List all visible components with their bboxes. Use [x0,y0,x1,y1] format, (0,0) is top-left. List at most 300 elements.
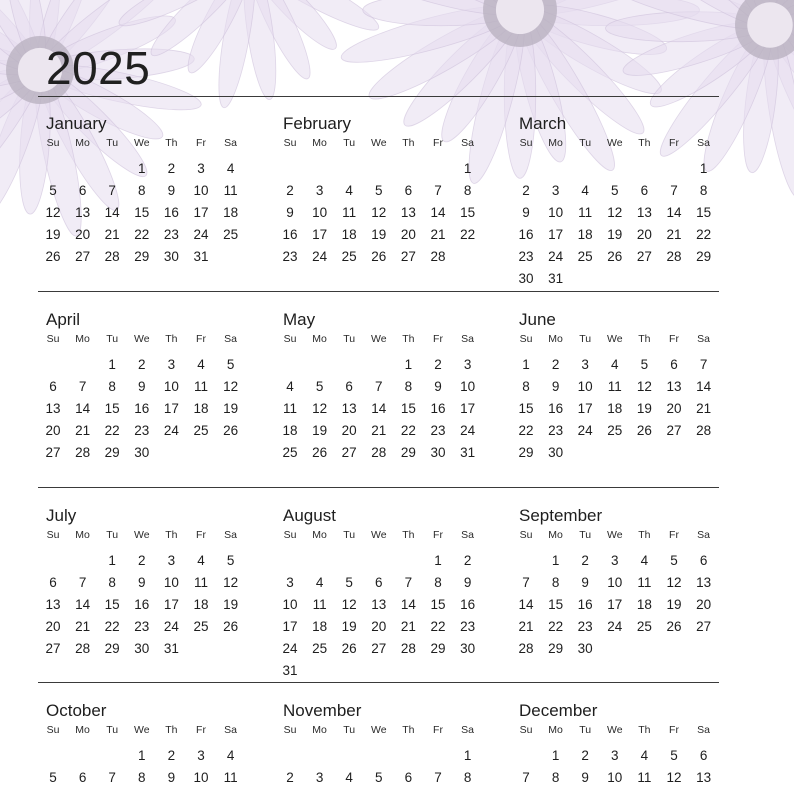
day-cell: 2 [434,357,442,372]
day-cell: 30 [577,641,593,656]
day-cell: 9 [581,770,589,785]
day-cell: 1 [404,357,413,372]
weekday-header: Su [519,724,533,736]
day-cell: 12 [312,401,328,416]
day-cell: 6 [670,357,678,372]
day-cell: 21 [104,227,120,242]
day-cell: 17 [163,597,179,612]
day-cell: 8 [699,183,708,198]
day-cell: 19 [636,401,652,416]
weekday-header: Fr [196,137,206,149]
day-cell: 7 [78,575,87,590]
weekday-header: Sa [461,724,475,736]
weekday-header: We [607,137,623,149]
day-cell: 4 [581,183,589,198]
weekday-header: Fr [433,333,443,345]
day-cell: 3 [463,357,472,372]
day-cell: 4 [286,379,294,394]
weekday-header: We [371,333,387,345]
day-cell: 4 [345,770,353,785]
weekday-header: We [371,529,387,541]
weekday-header: We [371,137,387,149]
weekday-header: Su [46,137,60,149]
day-cell: 18 [193,401,209,416]
day-cell: 8 [463,183,472,198]
day-cell: 26 [223,423,239,438]
day-cell: 4 [611,357,619,372]
day-cell: 2 [581,748,589,763]
day-cell: 30 [430,445,446,460]
weekday-header: We [607,529,623,541]
quarter-divider-2 [38,487,719,488]
weekday-header: Tu [343,137,356,149]
day-cell: 13 [696,770,712,785]
day-cell: 3 [286,575,294,590]
day-cell: 11 [223,183,238,198]
day-cell: 6 [49,575,57,590]
day-cell: 14 [666,205,682,220]
day-cell: 14 [430,205,446,220]
weekday-header: Sa [697,724,711,736]
day-cell: 29 [104,641,120,656]
weekday-header: Fr [669,333,679,345]
day-cell: 11 [193,575,208,590]
year-title: 2025 [46,42,151,94]
day-cell: 22 [518,423,534,438]
day-cell: 14 [75,597,91,612]
weekday-header: Th [402,724,415,736]
weekday-header: Fr [669,137,679,149]
day-cell: 13 [371,597,387,612]
day-cell: 27 [400,249,416,264]
day-cell: 29 [104,445,120,460]
day-cell: 21 [75,423,91,438]
day-cell: 22 [548,619,564,634]
day-cell: 12 [666,770,682,785]
day-cell: 27 [45,445,61,460]
weekday-header: Sa [697,333,711,345]
day-cell: 18 [312,619,328,634]
weekday-header: Sa [697,137,711,149]
day-cell: 20 [636,227,652,242]
day-cell: 27 [371,641,387,656]
day-cell: 21 [75,619,91,634]
weekday-header: Mo [548,529,563,541]
day-cell: 23 [518,249,534,264]
day-cell: 15 [134,205,150,220]
weekday-header: Mo [312,333,327,345]
day-cell: 1 [699,161,708,176]
day-cell: 3 [167,553,176,568]
day-cell: 10 [282,597,298,612]
day-cell: 25 [341,249,357,264]
day-cell: 20 [371,619,387,634]
day-cell: 18 [577,227,593,242]
day-cell: 6 [404,183,413,198]
day-cell: 15 [430,597,446,612]
day-cell: 9 [581,575,589,590]
day-cell: 9 [138,575,146,590]
day-cell: 31 [193,249,209,264]
weekday-header: We [607,724,623,736]
day-cell: 27 [636,249,652,264]
day-cell: 12 [341,597,357,612]
day-cell: 2 [167,748,176,763]
day-cell: 7 [108,183,116,198]
day-cell: 28 [371,445,387,460]
day-cell: 13 [696,575,712,590]
day-cell: 25 [193,619,209,634]
day-cell: 22 [104,423,120,438]
day-cell: 1 [138,161,146,176]
day-cell: 21 [371,423,387,438]
weekday-header: Sa [224,529,238,541]
weekday-header: Tu [106,333,119,345]
day-cell: 7 [670,183,678,198]
weekday-header: Tu [343,333,356,345]
day-cell: 5 [670,748,678,763]
day-cell: 28 [518,641,534,656]
day-cell: 27 [696,619,712,634]
day-cell: 3 [551,183,560,198]
day-cell: 20 [400,227,416,242]
day-cell: 24 [163,423,179,438]
weekday-header: Su [283,724,297,736]
day-cell: 1 [463,748,472,763]
month-name: December [519,701,598,720]
day-cell: 5 [640,357,649,372]
day-cell: 17 [607,597,623,612]
day-cell: 16 [282,227,298,242]
day-cell: 13 [666,379,682,394]
day-cell: 28 [104,249,120,264]
day-cell: 13 [400,205,416,220]
day-cell: 11 [637,770,652,785]
month-name: September [519,506,603,525]
day-cell: 9 [138,379,146,394]
quarter-divider-1 [38,291,719,292]
day-cell: 19 [223,597,239,612]
weekday-header: We [134,529,150,541]
weekday-header: Th [638,724,651,736]
day-cell: 24 [193,227,209,242]
day-cell: 10 [607,770,623,785]
day-cell: 24 [607,619,623,634]
weekday-header: Tu [579,137,592,149]
day-cell: 30 [548,445,564,460]
day-cell: 14 [518,597,534,612]
day-cell: 10 [548,205,564,220]
day-cell: 14 [696,379,712,394]
day-cell: 6 [699,748,708,763]
weekday-header: Th [638,333,651,345]
day-cell: 8 [404,379,413,394]
day-cell: 5 [375,770,383,785]
day-cell: 11 [312,597,327,612]
day-cell: 26 [45,249,61,264]
day-cell: 30 [163,249,179,264]
weekday-header: Su [283,137,297,149]
day-cell: 21 [430,227,446,242]
day-cell: 15 [400,401,416,416]
weekday-header: Mo [312,724,327,736]
month-name: January [46,114,107,133]
day-cell: 25 [193,423,209,438]
day-cell: 12 [45,205,61,220]
weekday-header: Fr [196,724,206,736]
day-cell: 30 [134,641,150,656]
day-cell: 31 [163,641,179,656]
day-cell: 4 [345,183,353,198]
day-cell: 24 [163,619,179,634]
day-cell: 3 [197,748,205,763]
day-cell: 11 [193,379,208,394]
weekday-header: Su [46,333,60,345]
day-cell: 28 [75,641,91,656]
day-cell: 1 [522,357,530,372]
day-cell: 6 [375,575,383,590]
day-cell: 10 [312,205,328,220]
day-cell: 1 [138,748,146,763]
day-cell: 11 [223,770,238,785]
day-cell: 7 [108,770,116,785]
weekday-header: Fr [669,529,679,541]
day-cell: 18 [223,205,239,220]
weekday-header: Th [402,137,415,149]
day-cell: 14 [75,401,91,416]
weekday-header: Th [165,333,178,345]
weekday-header: Tu [579,724,592,736]
day-cell: 15 [696,205,712,220]
day-cell: 14 [104,205,120,220]
day-cell: 20 [45,619,61,634]
daisy-flower-decoration [0,0,794,260]
day-cell: 11 [637,575,652,590]
day-cell: 26 [223,619,239,634]
day-cell: 4 [197,553,205,568]
day-cell: 24 [548,249,564,264]
day-cell: 15 [548,597,564,612]
day-cell: 14 [371,401,387,416]
day-cell: 7 [522,575,530,590]
day-cell: 19 [371,227,387,242]
day-cell: 2 [522,183,530,198]
day-cell: 19 [607,227,623,242]
weekday-header: Mo [548,724,563,736]
day-cell: 8 [522,379,530,394]
weekday-header: Th [165,724,178,736]
day-cell: 9 [286,205,294,220]
day-cell: 11 [342,205,357,220]
day-cell: 12 [371,205,387,220]
day-cell: 17 [282,619,298,634]
day-cell: 5 [226,553,235,568]
month-name: July [46,506,77,525]
day-cell: 15 [104,597,120,612]
day-cell: 19 [312,423,328,438]
day-cell: 1 [434,553,442,568]
day-cell: 12 [223,575,239,590]
day-cell: 26 [371,249,387,264]
day-cell: 17 [548,227,564,242]
day-cell: 8 [138,770,146,785]
weekday-header: Tu [106,137,119,149]
day-cell: 27 [666,423,682,438]
weekday-header: Su [46,529,60,541]
day-cell: 8 [551,770,560,785]
day-cell: 13 [45,597,61,612]
day-cell: 26 [341,641,357,656]
day-cell: 26 [636,423,652,438]
weekday-header: Mo [75,529,90,541]
day-cell: 23 [282,249,298,264]
day-cell: 16 [577,597,593,612]
day-cell: 26 [312,445,328,460]
month-name: October [46,701,107,720]
day-cell: 25 [282,445,298,460]
day-cell: 21 [666,227,682,242]
day-cell: 20 [696,597,712,612]
day-cell: 5 [670,553,678,568]
weekday-header: Tu [106,529,119,541]
day-cell: 27 [341,445,357,460]
day-cell: 7 [434,770,442,785]
month-name: June [519,310,556,329]
day-cell: 18 [282,423,298,438]
day-cell: 11 [607,379,622,394]
day-cell: 1 [108,357,116,372]
day-cell: 1 [551,748,560,763]
day-cell: 3 [611,553,619,568]
day-cell: 4 [197,357,205,372]
day-cell: 30 [518,271,534,286]
day-cell: 9 [434,379,442,394]
day-cell: 23 [548,423,564,438]
day-cell: 10 [163,575,179,590]
day-cell: 8 [108,379,116,394]
day-cell: 16 [548,401,564,416]
day-cell: 18 [607,401,623,416]
day-cell: 2 [167,161,176,176]
weekday-header: We [134,333,150,345]
weekday-header: Mo [75,724,90,736]
day-cell: 6 [78,183,87,198]
day-cell: 29 [430,641,446,656]
day-cell: 18 [341,227,357,242]
day-cell: 12 [223,379,239,394]
day-cell: 26 [607,249,623,264]
day-cell: 27 [45,641,61,656]
day-cell: 14 [400,597,416,612]
day-cell: 7 [434,183,442,198]
day-cell: 21 [696,401,712,416]
day-cell: 29 [696,249,712,264]
day-cell: 5 [315,379,324,394]
day-cell: 4 [226,161,235,176]
weekday-header: Th [638,529,651,541]
day-cell: 16 [460,597,476,612]
weekday-header: Sa [461,529,475,541]
day-cell: 17 [577,401,593,416]
day-cell: 21 [400,619,416,634]
day-cell: 28 [400,641,416,656]
day-cell: 9 [167,770,176,785]
day-cell: 7 [375,379,383,394]
weekday-header: Fr [433,529,443,541]
day-cell: 18 [193,597,209,612]
flower-center-inner [747,2,793,48]
day-cell: 7 [78,379,87,394]
day-cell: 2 [581,553,589,568]
day-cell: 15 [518,401,534,416]
day-cell: 23 [134,619,150,634]
day-cell: 28 [666,249,682,264]
day-cell: 10 [577,379,593,394]
weekday-header: Su [519,137,533,149]
day-cell: 7 [699,357,708,372]
day-cell: 24 [460,423,476,438]
day-cell: 28 [75,445,91,460]
day-cell: 20 [45,423,61,438]
day-cell: 24 [577,423,593,438]
day-cell: 28 [696,423,712,438]
day-cell: 22 [696,227,712,242]
day-cell: 28 [430,249,446,264]
day-cell: 22 [104,619,120,634]
day-cell: 10 [193,770,209,785]
weekday-header: Tu [106,724,119,736]
day-cell: 19 [666,597,682,612]
weekday-header: Su [519,529,533,541]
weekday-header: Fr [196,333,206,345]
weekday-header: Sa [461,137,475,149]
day-cell: 8 [108,575,116,590]
day-cell: 24 [282,641,298,656]
day-cell: 3 [167,357,176,372]
weekday-header: Su [283,333,297,345]
weekday-header: Sa [224,333,238,345]
weekday-header: Sa [697,529,711,541]
day-cell: 2 [463,553,472,568]
day-cell: 22 [400,423,416,438]
day-cell: 5 [226,357,235,372]
day-cell: 6 [78,770,87,785]
day-cell: 23 [460,619,476,634]
day-cell: 5 [345,575,353,590]
day-cell: 11 [578,205,593,220]
weekday-header: Tu [579,333,592,345]
day-cell: 6 [640,183,649,198]
day-cell: 13 [636,205,652,220]
weekday-header: Su [519,333,533,345]
weekday-header: Tu [579,529,592,541]
day-cell: 9 [522,205,530,220]
day-cell: 31 [548,271,564,286]
day-cell: 17 [163,401,179,416]
weekday-header: Mo [312,137,327,149]
day-cell: 3 [581,357,589,372]
day-cell: 24 [312,249,328,264]
day-cell: 10 [607,575,623,590]
weekday-header: Fr [669,724,679,736]
day-cell: 16 [134,401,150,416]
day-cell: 12 [607,205,623,220]
day-cell: 23 [430,423,446,438]
day-cell: 22 [460,227,476,242]
weekday-header: We [607,333,623,345]
day-cell: 29 [134,249,150,264]
day-cell: 30 [134,445,150,460]
